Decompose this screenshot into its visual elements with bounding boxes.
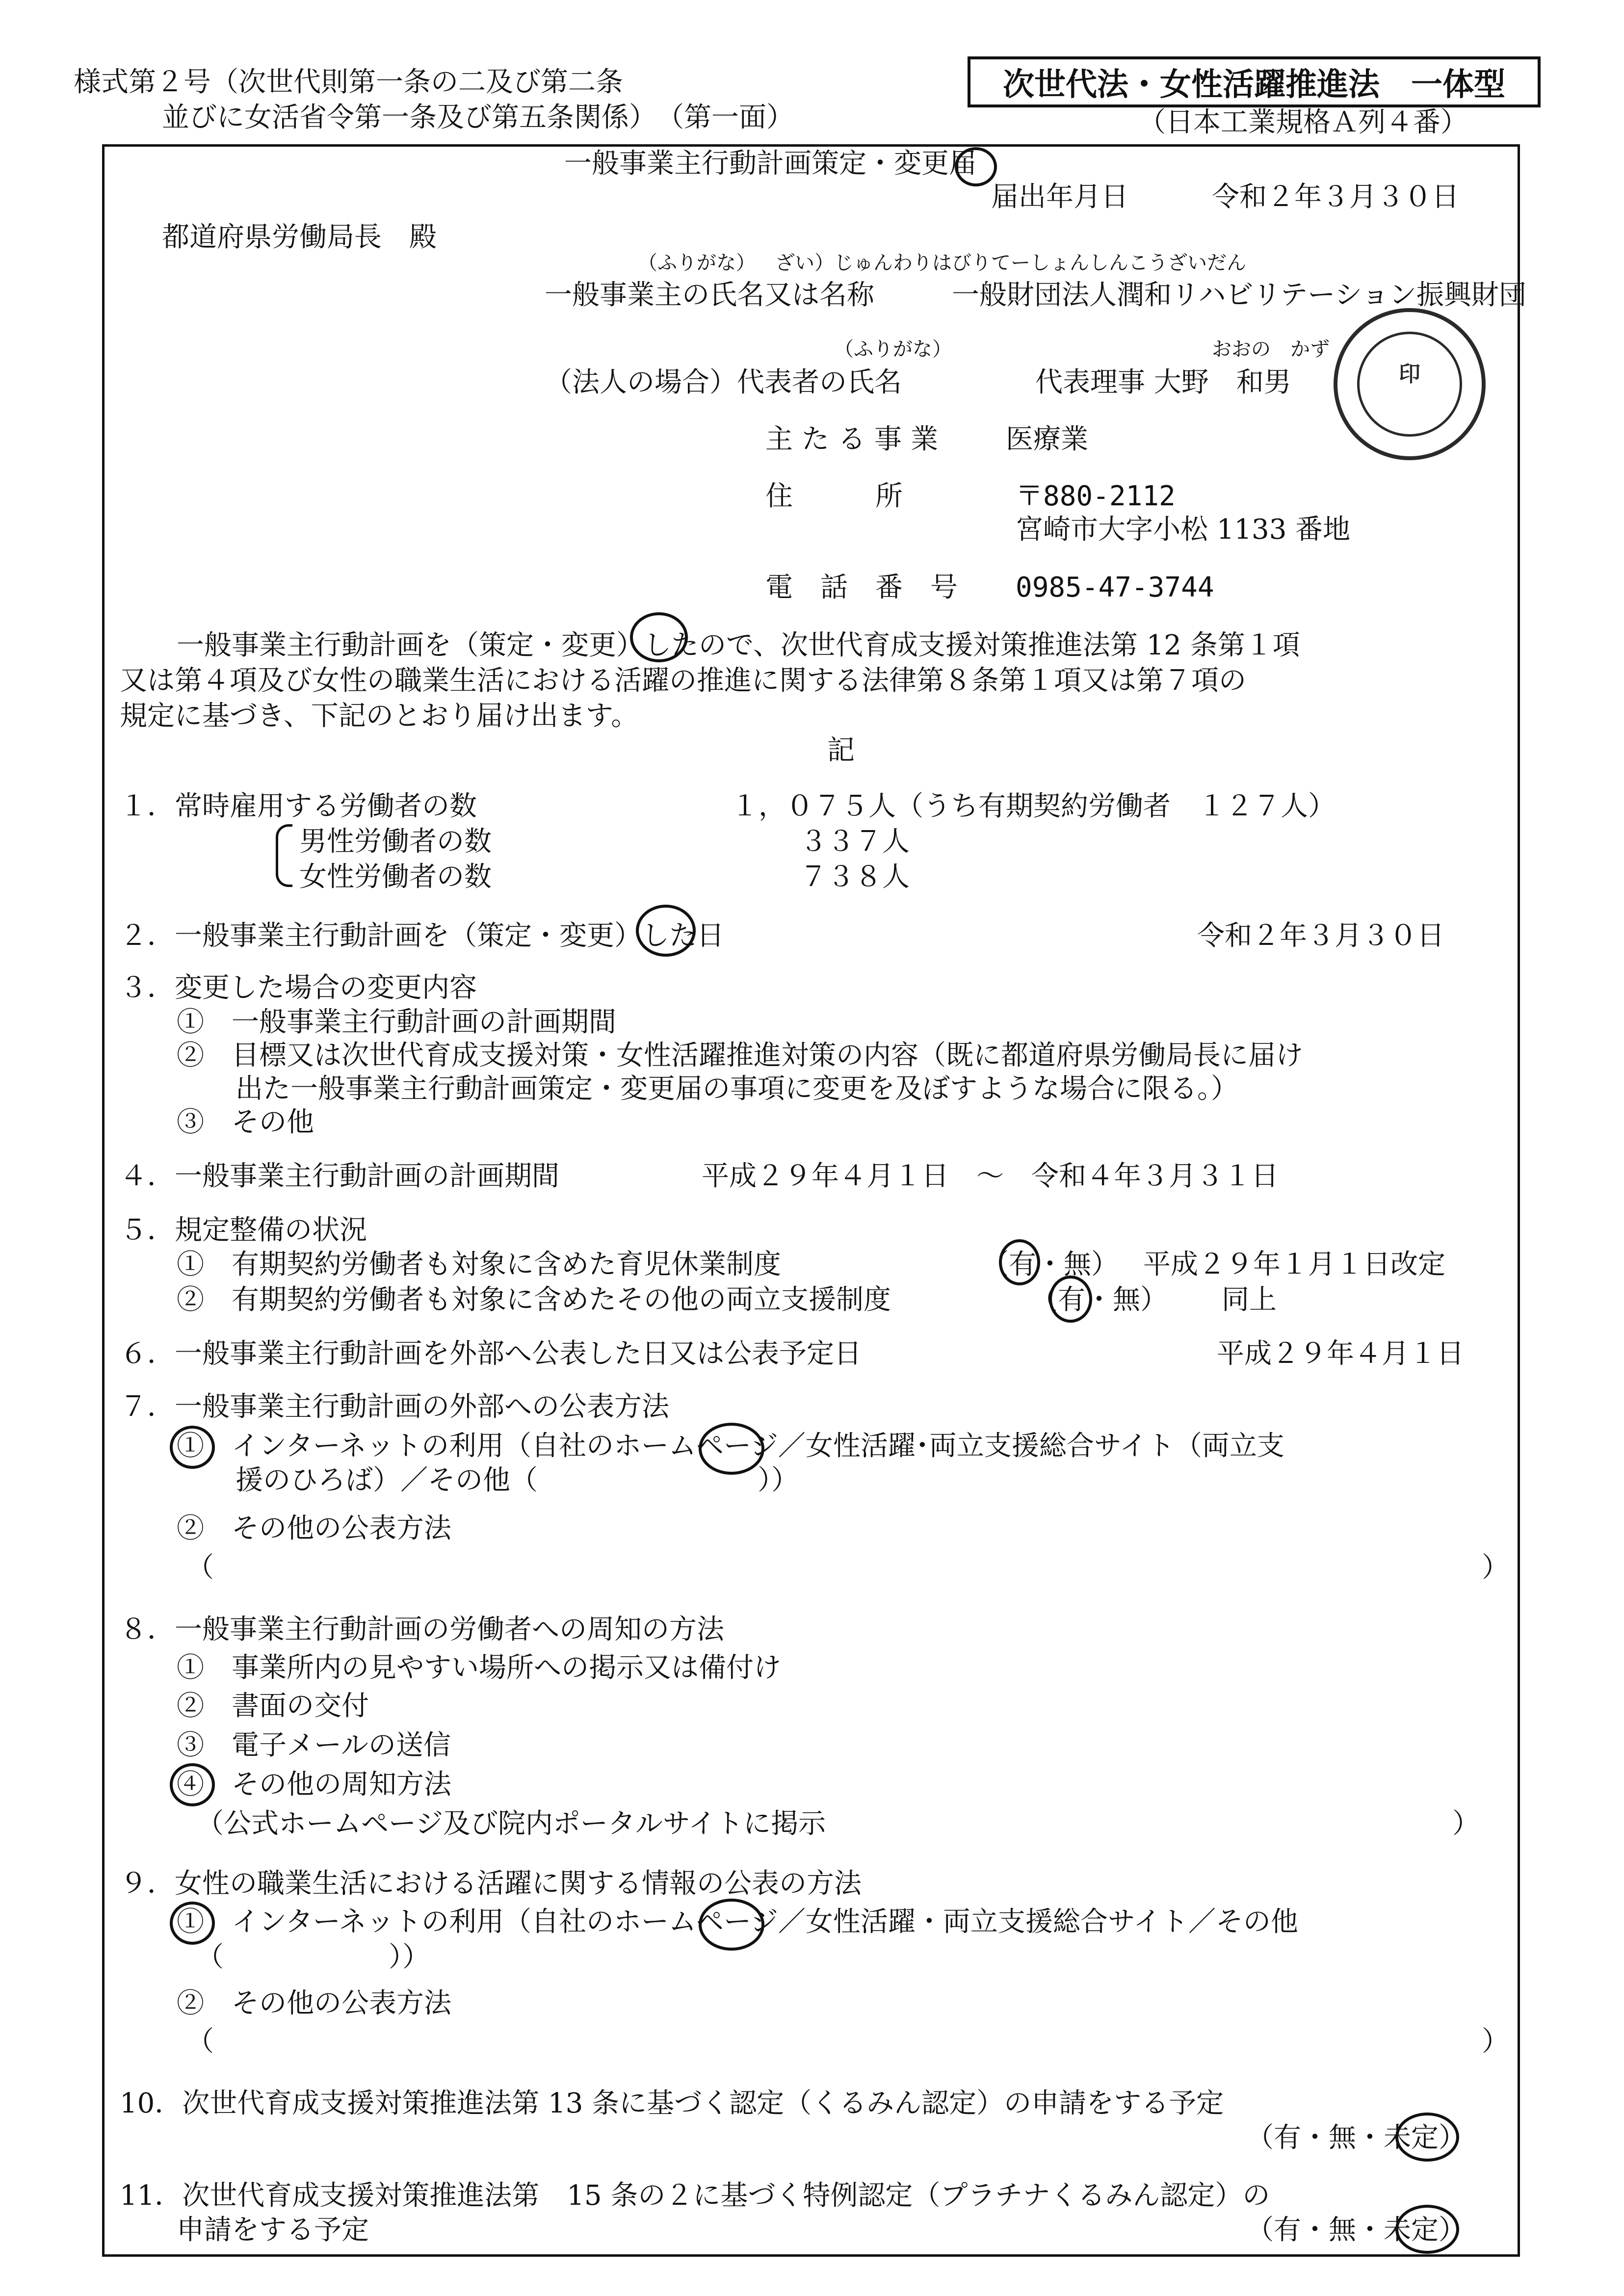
item1-label: １．常時雇用する労働者の数 — [120, 790, 477, 822]
item8-label: ８．一般事業主行動計画の労働者への周知の方法 — [120, 1614, 724, 1645]
item5-row-1-note: 平成２９年１月１日改定 — [1143, 1249, 1445, 1280]
submission-date-value: 令和２年３月３０日 — [1212, 181, 1459, 213]
item7-option-1-cont: 援のひろば）／その他（ ）） — [236, 1464, 799, 1496]
form-type-title-box: 次世代法・女性活躍推進法 一体型 — [968, 56, 1541, 107]
item8-option-3: ③ 電子メールの送信 — [177, 1729, 451, 1761]
item9-option-2: ② その他の公表方法 — [177, 1987, 451, 2019]
item10-choice: （有・無・未定） — [1246, 2122, 1466, 2154]
item7-label: ７．一般事業主行動計画の外部への公表方法 — [120, 1391, 669, 1423]
address-zip: 〒880-2112 — [1016, 480, 1176, 512]
item11-choice: （有・無・未定） — [1246, 2214, 1466, 2246]
item5-row-1-choice: （有・無） — [981, 1249, 1119, 1280]
item7-paren-close: ） — [1482, 1552, 1509, 1584]
item5-row-2-note: 同上 — [1222, 1284, 1277, 1316]
document-frame — [102, 144, 1520, 2257]
item7-paren-open: （ — [186, 1552, 214, 1584]
item3-option-1: ① 一般事業主行動計画の計画期間 — [177, 1006, 616, 1038]
ki-heading: 記 — [827, 734, 855, 766]
paper-size-note: （日本工業規格Ａ列４番） — [1138, 106, 1468, 138]
intro-line-3: 規定に基づき、下記のとおり届け出ます。 — [120, 700, 639, 732]
item5-row-1: ① 有期契約労働者も対象に含めた育児休業制度 — [177, 1249, 781, 1280]
item9-option-1-circle — [170, 1902, 215, 1945]
item9-homepage-circle — [699, 1899, 764, 1951]
item5-row-1-yes-circle — [999, 1239, 1040, 1285]
furigana-label: （ふりがな） — [638, 252, 756, 274]
item3-option-3: ③ その他 — [177, 1106, 314, 1138]
item7-option-2: ② その他の公表方法 — [177, 1513, 451, 1544]
address-value: 宮崎市大字小松 1133 番地 — [1016, 514, 1351, 546]
main-business-value: 医療業 — [1006, 423, 1088, 455]
item3-option-2: ② 目標又は次世代育成支援対策・女性活躍推進対策の内容（既に都道府県労働局長に届け — [177, 1040, 1303, 1071]
representative-label: （法人の場合）代表者の氏名 — [545, 366, 902, 398]
corporate-seal-stamp: 印 — [1334, 308, 1486, 460]
item3-label: ３．変更した場合の変更内容 — [120, 972, 477, 1004]
item5-row-2-yes-circle — [1049, 1276, 1092, 1323]
phone-label: 電 話 番 号 — [765, 572, 958, 603]
employer-name-label: 一般事業主の氏名又は名称 — [545, 279, 874, 311]
item5-row-2: ② 有期契約労働者も対象に含めたその他の両立支援制度 — [177, 1284, 891, 1316]
item9-label: ９．女性の職業生活における活躍に関する情報の公表の方法 — [120, 1868, 862, 1900]
item4-value: 平成２９年４月１日 ～ 令和４年３月３１日 — [702, 1160, 1279, 1192]
address-label: 住 所 — [765, 480, 903, 512]
item2-value: 令和２年３月３０日 — [1197, 920, 1444, 952]
item9-paren-close: ） — [1482, 2026, 1509, 2058]
phone-value: 0985-47-3744 — [1016, 572, 1214, 603]
item8-option-4-circle — [170, 1763, 215, 1806]
form-number-line2: 並びに女活省令第一条及び第五条関係） （第一面） — [162, 102, 794, 133]
item9-paren-open: （ — [186, 2026, 214, 2058]
item6-value: 平成２９年４月１日 — [1217, 1338, 1464, 1370]
item2-change-circle — [636, 905, 696, 957]
item1-male-value: ３３７人 — [800, 826, 910, 858]
rep-furigana-value: おおの かず — [1212, 338, 1330, 361]
item1-female-value: ７３８人 — [800, 861, 910, 893]
document-title: 一般事業主行動計画策定・変更届 — [564, 148, 976, 180]
item10-label: 10．次世代育成支援対策推進法第 13 条に基づく認定（くるみん認定）の申請をする予定 — [120, 2087, 1224, 2119]
item1-female-label: 女性労働者の数 — [299, 861, 492, 893]
item11-undecided-circle — [1395, 2205, 1459, 2254]
item7-option-1-circle — [170, 1426, 215, 1469]
change-selected-circle — [955, 147, 997, 186]
furigana-name: ざい）じゅんわりはびりてーしょんしんこうざいだん — [775, 252, 1246, 274]
item9-option-1: ① インターネットの利用（自社のホームページ／女性活躍・両立支援総合サイト／その他 — [177, 1906, 1298, 1938]
item8-detail: （公式ホームページ及び院内ポータルサイトに掲示 — [196, 1808, 826, 1840]
item7-option-1: ① インターネットの利用（自社のホームページ／女性活躍･両立支援総合サイト（両立支 — [177, 1430, 1284, 1462]
intro-line-1: 一般事業主行動計画を（策定・変更）したので、次世代育成支援対策推進法第 12 条第１項 — [177, 629, 1300, 661]
item3-option-2-cont: 出た一般事業主行動計画策定・変更届の事項に変更を及ぼすような場合に限る。） — [236, 1073, 1238, 1105]
submission-date-label: 届出年月日 — [991, 181, 1128, 213]
item11-label-2: 申請をする予定 — [177, 2214, 369, 2246]
item8-option-2: ② 書面の交付 — [177, 1690, 369, 1722]
addressee: 都道府県労働局長 殿 — [162, 221, 437, 253]
item10-undecided-circle — [1395, 2113, 1459, 2162]
representative-value: 代表理事 大野 和男 — [1035, 366, 1291, 398]
intro-line-2: 又は第４項及び女性の職業生活における活躍の推進に関する法律第８条第１項又は第７項の — [120, 665, 1246, 697]
rep-furigana-label: （ふりがな） — [834, 338, 952, 361]
item1-value: １，０７５人（うち有期契約労働者 １２７人） — [731, 790, 1336, 822]
item8-option-4: ④ その他の周知方法 — [177, 1769, 451, 1800]
item4-label: ４．一般事業主行動計画の計画期間 — [120, 1160, 559, 1192]
item6-label: ６．一般事業主行動計画を外部へ公表した日又は公表予定日 — [120, 1338, 862, 1370]
item11-label-1: 11．次世代育成支援対策推進法第 15 条の２に基づく特例認定（プラチナくるみん認定）の — [120, 2180, 1270, 2212]
item9-option-1-cont: （ ）） — [196, 1941, 430, 1973]
item1-brace — [276, 824, 292, 887]
intro-change-circle — [630, 612, 688, 662]
item5-label: ５．規定整備の状況 — [120, 1214, 367, 1246]
item1-male-label: 男性労働者の数 — [299, 826, 492, 858]
main-business-label: 主たる事業 — [765, 423, 947, 455]
form-number-line1: 様式第２号（次世代則第一条の二及び第二条 — [74, 66, 623, 98]
employer-name-value: 一般財団法人潤和リハビリテーション振興財団 — [952, 279, 1526, 311]
item2-label: ２．一般事業主行動計画を（策定・変更）した日 — [120, 920, 724, 952]
item8-detail-close: ） — [1452, 1808, 1480, 1840]
item8-option-1: ① 事業所内の見やすい場所への掲示又は備付け — [177, 1652, 781, 1684]
item5-row-2-choice: （有・無） — [1030, 1284, 1168, 1316]
